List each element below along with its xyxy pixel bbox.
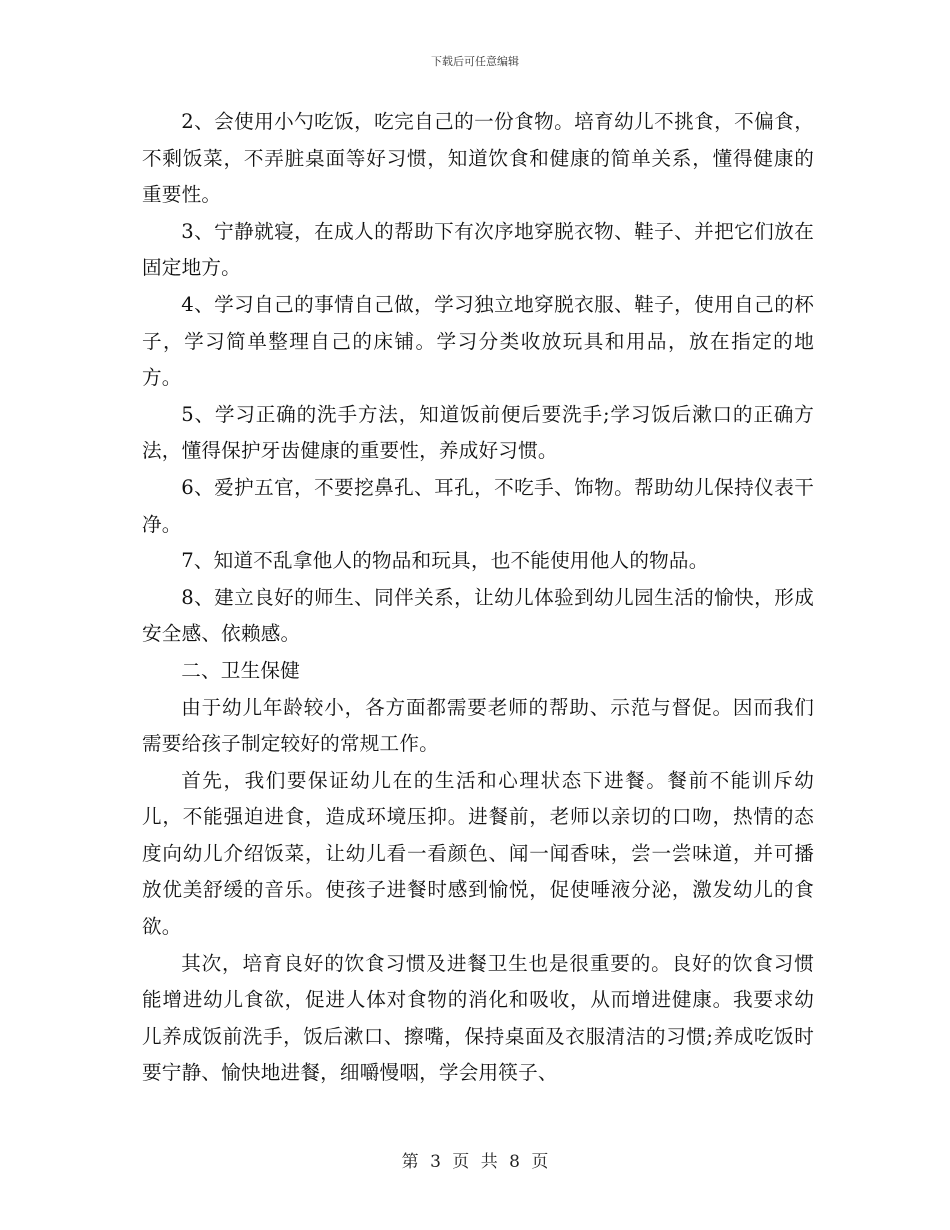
section-heading-hygiene: 二、卫生保健 bbox=[181, 658, 300, 682]
paragraph-item-7: 7、知道不乱拿他人的物品和玩具，也不能使用他人的物品。 bbox=[181, 549, 709, 573]
paragraph-item-5: 5、学习正确的洗手方法，知道饭前便后要洗手;学习饭后漱口的正确方法，懂得保护牙齿健康的重要性，养成好习惯。 bbox=[142, 402, 814, 463]
paragraph-item-8: 8、建立良好的师生、同伴关系，让幼儿体验到幼儿园生活的愉快，形成安全感、依赖感。 bbox=[142, 585, 814, 646]
paragraph-item-3: 3、宁静就寝，在成人的帮助下有次序地穿脱衣物、鞋子、并把它们放在固定地方。 bbox=[142, 219, 814, 280]
paragraph-item-2: 2、会使用小勺吃饭，吃完自己的一份食物。培育幼儿不挑食，不偏食，不剩饭菜，不弄脏桌面等好习惯，知道饮食和健康的简单关系，懂得健康的重要性。 bbox=[142, 110, 814, 207]
paragraph-item-6: 6、爱护五官，不要挖鼻孔、耳孔，不吃手、饰物。帮助幼儿保持仪表干净。 bbox=[142, 475, 814, 536]
paragraph-item-4: 4、学习自己的事情自己做，学习独立地穿脱衣服、鞋子，使用自己的杯子，学习简单整理自己的床铺。学习分类收放玩具和用品，放在指定的地方。 bbox=[142, 292, 814, 390]
paragraph-intro: 由于幼儿年龄较小，各方面都需要老师的帮助、示范与督促。因而我们需要给孩子制定较好的常规工作。 bbox=[142, 695, 814, 756]
paragraph-first: 首先，我们要保证幼儿在的生活和心理状态下进餐。餐前不能训斥幼儿，不能强迫进食，造成环境压抑。进餐前，老师以亲切的口吻，热情的态度向幼儿介绍饭菜，让幼儿看一看颜色、闻一闻香味，尝一尝味道，并可播放优美舒缓的音乐。使孩子进餐时感到愉悦，促使唾液分泌，激发幼儿的食欲。 bbox=[142, 768, 814, 939]
page-number-footer: 第 3 页 共 8 页 bbox=[401, 1152, 549, 1172]
paragraph-second: 其次，培育良好的饮食习惯及进餐卫生也是很重要的。良好的饮食习惯能增进幼儿食欲，促进人体对食物的消化和吸收，从而增进健康。我要求幼儿养成饭前洗手，饭后漱口、擦嘴，保持桌面及衣服清洁的习惯;养成吃饭时要宁静、愉快地进餐，细嚼慢咽，学会用筷子、 bbox=[142, 951, 814, 1085]
document-body bbox=[142, 104, 814, 1092]
page-header-note: 下载后可任意编辑 bbox=[431, 55, 519, 68]
